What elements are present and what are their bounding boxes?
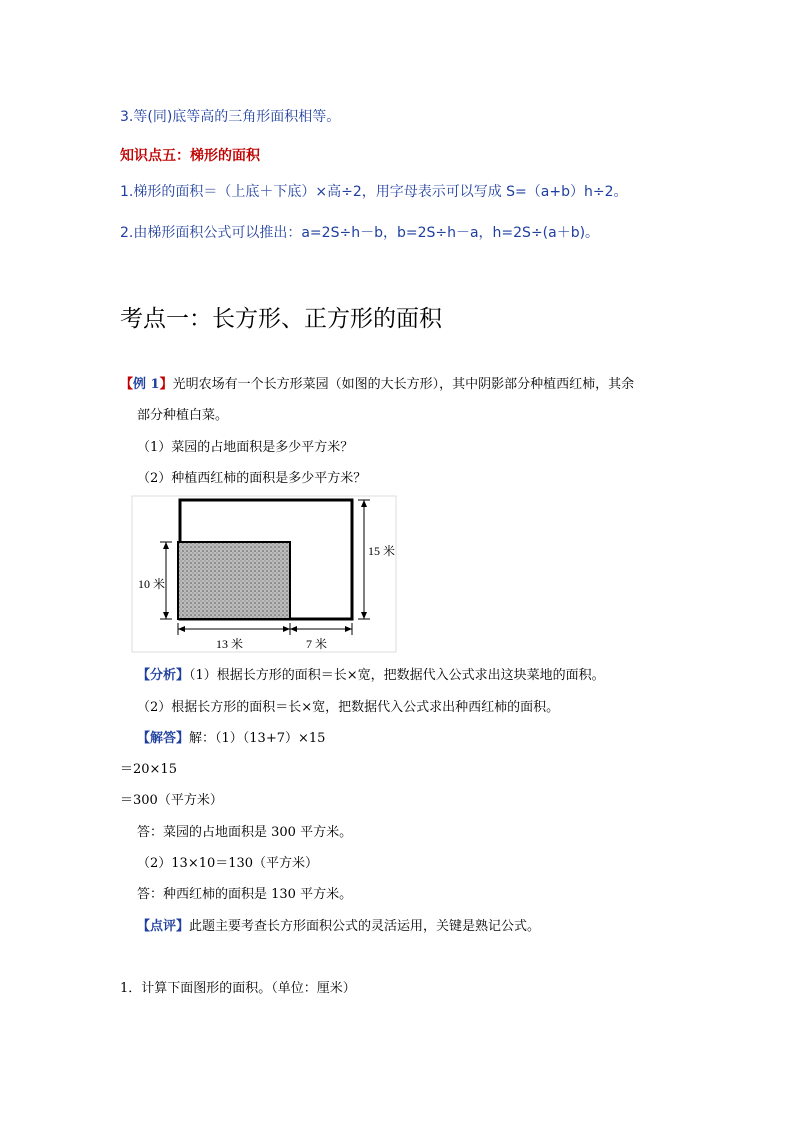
answer-tag: 【解答】 bbox=[137, 731, 190, 746]
answer-line-2: ＝20×15 bbox=[120, 762, 177, 777]
label-13: 13 米 bbox=[216, 637, 244, 651]
label-15: 15 米 bbox=[368, 544, 396, 558]
question-2: （2）种植西红柿的面积是多少平方米？ bbox=[137, 471, 367, 486]
shaded-rectangle bbox=[178, 542, 290, 619]
analysis-tag: 【分析】 bbox=[137, 668, 190, 683]
example-stem-line-1: 【例 1】光明农场有一个长方形菜园（如图的大长方形），其中阴影部分种植西红柿，其余 bbox=[120, 377, 635, 392]
example-tag: 【例 1】 bbox=[120, 377, 173, 392]
answer-line-4: 答：菜园的占地面积是 300 平方米。 bbox=[137, 825, 353, 840]
label-7: 7 米 bbox=[306, 637, 328, 651]
trapezoid-derivation-line: 2.由梯形面积公式可以推出：a=2S÷h－b，b=2S÷h－a，h=2S÷(a＋b)。 bbox=[120, 225, 600, 241]
question-1: （1）菜园的占地面积是多少平方米？ bbox=[137, 440, 354, 455]
trapezoid-formula-line: 1.梯形的面积＝（上底＋下底）×高÷2，用字母表示可以写成 S=（a+b）h÷2。 bbox=[120, 184, 628, 200]
knowledge-point-heading: 知识点五：梯形的面积 bbox=[120, 148, 260, 164]
answer-line-6: 答：种西红柿的面积是 130 平方米。 bbox=[137, 887, 353, 902]
answer-line-5: （2）13×10＝130（平方米） bbox=[137, 856, 319, 871]
example-stem-line-2: 部分种植白菜。 bbox=[137, 408, 229, 423]
comment-tag: 【点评】 bbox=[137, 919, 190, 934]
label-10: 10 米 bbox=[138, 577, 166, 591]
fact-line-3: 3.等(同)底等高的三角形面积相等。 bbox=[120, 109, 341, 125]
exercise-1: 1．计算下面图形的面积。（单位：厘米） bbox=[120, 981, 356, 996]
analysis-line-1: 【分析】（1）根据长方形的面积＝长×宽，把数据代入公式求出这块菜地的面积。 bbox=[137, 668, 605, 683]
section-title: 考点一：长方形、正方形的面积 bbox=[120, 306, 442, 332]
garden-figure bbox=[130, 494, 400, 656]
answer-line-1: 【解答】解：（1）（13+7）×15 bbox=[137, 731, 326, 746]
comment-line: 【点评】此题主要考查长方形面积公式的灵活运用，关键是熟记公式。 bbox=[137, 919, 541, 934]
answer-line-3: ＝300（平方米） bbox=[120, 793, 223, 808]
analysis-line-2: （2）根据长方形的面积＝长×宽，把数据代入公式求出种西红柿的面积。 bbox=[137, 700, 560, 715]
